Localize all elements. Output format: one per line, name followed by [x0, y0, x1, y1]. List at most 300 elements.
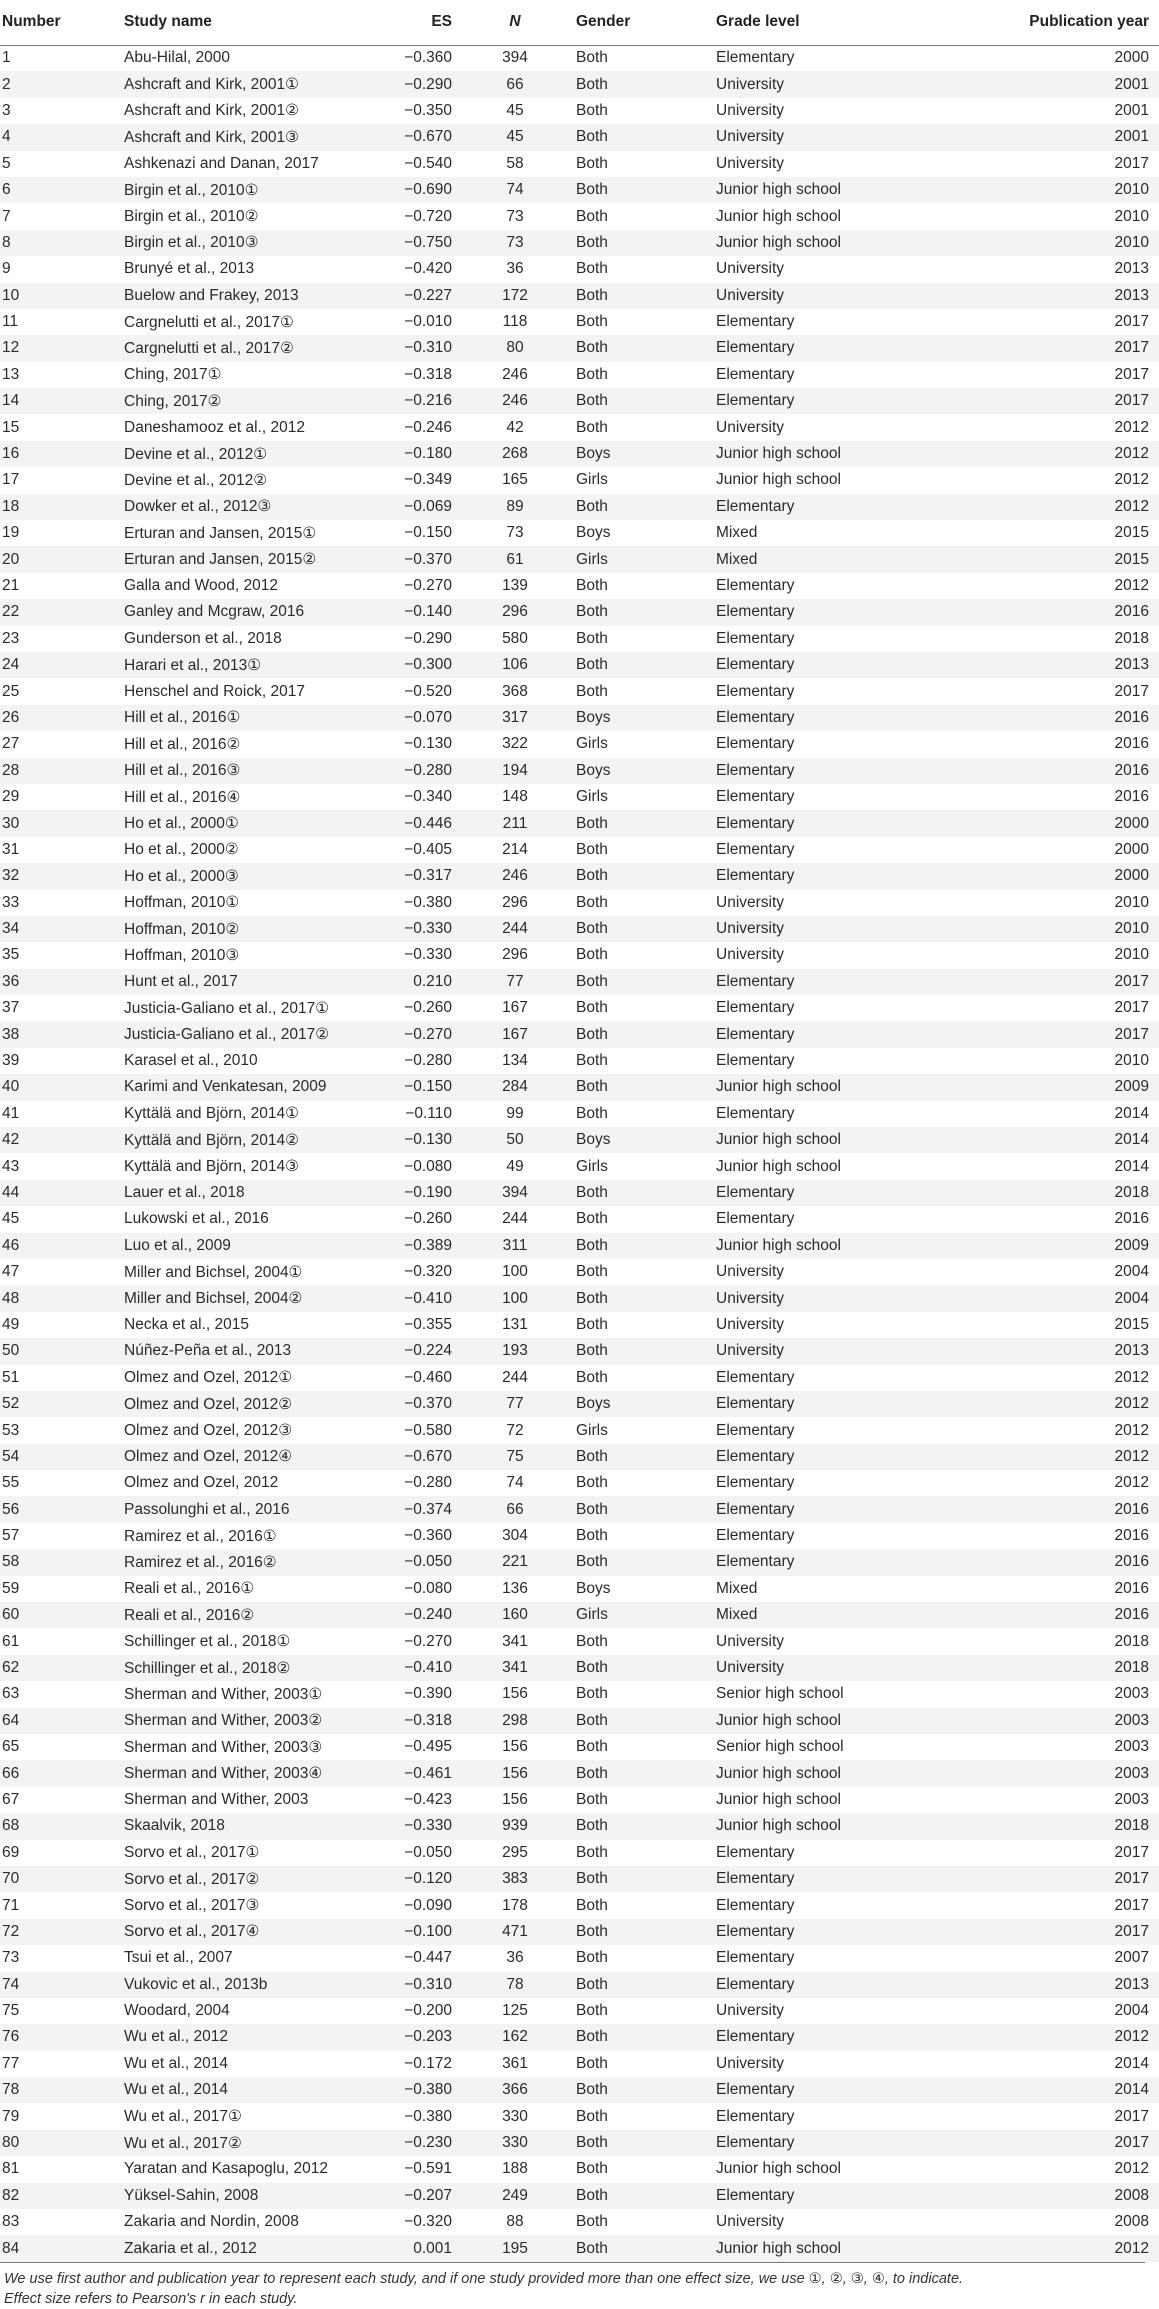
cell-grade-level: Junior high school — [716, 445, 841, 463]
cell-gender: Both — [576, 1289, 608, 1307]
cell-gender: Both — [576, 946, 608, 964]
cell-grade-level: Elementary — [716, 365, 795, 383]
cell-number: 29 — [2, 788, 20, 806]
table-row — [0, 1813, 1159, 1839]
cell-gender: Both — [576, 867, 608, 885]
table-row — [0, 1866, 1159, 1892]
cell-n: 249 — [502, 2186, 528, 2204]
cell-study-name: Zakaria and Nordin, 2008 — [124, 2213, 299, 2231]
cell-grade-level: Elementary — [716, 49, 795, 67]
cell-number: 82 — [2, 2186, 20, 2204]
cell-study-name: Sorvo et al., 2017④ — [124, 1923, 260, 1941]
cell-publication-year: 2018 — [1114, 1632, 1149, 1650]
cell-gender: Both — [576, 2107, 608, 2125]
cell-es: −0.130 — [404, 1131, 452, 1149]
table-row — [0, 1523, 1159, 1549]
cell-study-name: Schillinger et al., 2018① — [124, 1633, 291, 1651]
cell-grade-level: Junior high school — [716, 207, 841, 225]
cell-gender: Both — [576, 656, 608, 674]
table-row — [0, 626, 1159, 652]
cell-number: 34 — [2, 920, 20, 938]
cell-grade-level: Elementary — [716, 392, 795, 410]
table-row — [0, 546, 1159, 572]
cell-publication-year: 2016 — [1114, 1210, 1149, 1228]
cell-grade-level: Elementary — [716, 1368, 795, 1386]
cell-gender: Both — [576, 2213, 608, 2231]
table-row — [0, 1312, 1159, 1338]
cell-publication-year: 2003 — [1114, 1764, 1149, 1782]
cell-grade-level: Elementary — [716, 1025, 795, 1043]
cell-gender: Both — [576, 2081, 608, 2099]
cell-es: −0.230 — [404, 2134, 452, 2152]
cell-n: 160 — [502, 1606, 528, 1624]
table-row — [0, 2051, 1159, 2077]
cell-grade-level: Senior high school — [716, 1685, 844, 1703]
cell-number: 55 — [2, 1474, 20, 1492]
cell-gender: Both — [576, 2239, 608, 2257]
cell-study-name: Sherman and Wither, 2003③ — [124, 1738, 323, 1756]
cell-gender: Both — [576, 339, 608, 357]
cell-gender: Both — [576, 2186, 608, 2204]
cell-n: 194 — [502, 761, 528, 779]
cell-grade-level: Junior high school — [716, 1817, 841, 1835]
table-row — [0, 1972, 1159, 1998]
cell-study-name: Galla and Wood, 2012 — [124, 577, 278, 594]
cell-n: 131 — [502, 1315, 528, 1333]
cell-publication-year: 2012 — [1114, 418, 1149, 436]
cell-publication-year: 2016 — [1114, 603, 1149, 621]
cell-n: 172 — [502, 286, 528, 304]
cell-publication-year: 2017 — [1114, 392, 1149, 410]
cell-publication-year: 2012 — [1114, 1474, 1149, 1492]
cell-grade-level: Elementary — [716, 629, 795, 647]
cell-es: −0.203 — [404, 2028, 452, 2046]
cell-number: 48 — [2, 1289, 20, 1307]
cell-gender: Both — [576, 840, 608, 858]
cell-number: 68 — [2, 1817, 20, 1835]
table-row — [0, 1127, 1159, 1153]
cell-grade-level: University — [716, 946, 785, 964]
cell-grade-level: University — [716, 286, 785, 304]
cell-n: 167 — [502, 999, 528, 1017]
cell-gender: Boys — [576, 761, 611, 779]
cell-number: 51 — [2, 1368, 20, 1386]
cell-publication-year: 2012 — [1114, 471, 1149, 489]
table-row — [0, 1470, 1159, 1496]
cell-es: −0.280 — [404, 1052, 452, 1070]
table-row — [0, 784, 1159, 810]
table-row — [0, 494, 1159, 520]
cell-n: 471 — [502, 1922, 528, 1940]
cell-es: −0.320 — [404, 1263, 452, 1281]
cell-gender: Both — [576, 1474, 608, 1492]
table-row — [0, 1787, 1159, 1813]
cell-study-name: Hill et al., 2016④ — [124, 788, 241, 806]
cell-study-name: Erturan and Jansen, 2015① — [124, 524, 317, 542]
cell-number: 33 — [2, 893, 20, 911]
cell-publication-year: 2017 — [1114, 682, 1149, 700]
cell-publication-year: 2013 — [1114, 1975, 1149, 1993]
cell-number: 61 — [2, 1632, 20, 1650]
cell-n: 330 — [502, 2107, 528, 2125]
table-row — [0, 1734, 1159, 1760]
cell-grade-level: University — [716, 1659, 785, 1677]
cell-publication-year: 2018 — [1114, 1817, 1149, 1835]
cell-grade-level: Junior high school — [716, 233, 841, 251]
table-row — [0, 414, 1159, 440]
cell-n: 134 — [502, 1052, 528, 1070]
cell-grade-level: Junior high school — [716, 1131, 841, 1149]
cell-publication-year: 2012 — [1114, 577, 1149, 594]
cell-es: −0.070 — [404, 708, 452, 726]
cell-number: 59 — [2, 1579, 20, 1597]
cell-number: 20 — [2, 550, 20, 568]
cell-es: −0.380 — [404, 893, 452, 911]
cell-gender: Both — [576, 2160, 608, 2178]
cell-es: −0.330 — [404, 946, 452, 964]
cell-number: 5 — [2, 154, 11, 172]
cell-grade-level: Junior high school — [716, 1236, 841, 1254]
cell-gender: Girls — [576, 550, 608, 568]
cell-gender: Both — [576, 418, 608, 436]
cell-publication-year: 2016 — [1114, 1553, 1149, 1571]
cell-es: −0.670 — [404, 1447, 452, 1465]
cell-n: 304 — [502, 1527, 528, 1545]
cell-n: 72 — [506, 1421, 524, 1439]
table-row — [0, 995, 1159, 1021]
cell-es: −0.330 — [404, 920, 452, 938]
cell-publication-year: 2014 — [1114, 1157, 1149, 1175]
cell-gender: Both — [576, 2002, 608, 2020]
cell-publication-year: 2007 — [1114, 1949, 1149, 1967]
cell-study-name: Hoffman, 2010③ — [124, 946, 240, 964]
cell-gender: Both — [576, 75, 608, 93]
cell-n: 246 — [502, 867, 528, 885]
cell-gender: Both — [576, 128, 608, 146]
cell-number: 30 — [2, 814, 20, 832]
cell-es: −0.270 — [404, 1632, 452, 1650]
cell-study-name: Olmez and Ozel, 2012④ — [124, 1448, 293, 1466]
cell-grade-level: University — [716, 1289, 785, 1307]
cell-publication-year: 2013 — [1114, 656, 1149, 674]
cell-study-name: Zakaria et al., 2012 — [124, 2239, 257, 2257]
cell-gender: Both — [576, 1210, 608, 1228]
cell-grade-level: Elementary — [716, 313, 795, 331]
cell-grade-level: Elementary — [716, 2028, 795, 2046]
table-row — [0, 810, 1159, 836]
cell-grade-level: Elementary — [716, 1870, 795, 1888]
cell-gender: Girls — [576, 471, 608, 489]
cell-gender: Both — [576, 207, 608, 225]
cell-publication-year: 2003 — [1114, 1738, 1149, 1756]
cell-n: 156 — [502, 1764, 528, 1782]
cell-number: 44 — [2, 1183, 20, 1201]
cell-gender: Boys — [576, 1131, 611, 1149]
table-row — [0, 599, 1159, 625]
cell-study-name: Skaalvik, 2018 — [124, 1817, 225, 1835]
table-row — [0, 863, 1159, 889]
cell-n: 36 — [506, 1949, 524, 1967]
cell-publication-year: 2017 — [1114, 154, 1149, 172]
table-row — [0, 2103, 1159, 2129]
cell-n: 295 — [502, 1843, 528, 1861]
cell-study-name: Hoffman, 2010① — [124, 894, 240, 912]
cell-es: −0.010 — [404, 313, 452, 331]
cell-gender: Both — [576, 181, 608, 199]
cell-es: −0.207 — [404, 2186, 452, 2204]
cell-n: 78 — [506, 1975, 524, 1993]
cell-es: −0.050 — [404, 1553, 452, 1571]
cell-study-name: Karasel et al., 2010 — [124, 1052, 258, 1070]
cell-study-name: Sherman and Wither, 2003② — [124, 1712, 323, 1730]
cell-number: 32 — [2, 867, 20, 885]
cell-grade-level: Mixed — [716, 524, 758, 542]
cell-publication-year: 2017 — [1114, 2107, 1149, 2125]
cell-n: 50 — [506, 1131, 524, 1149]
cell-es: −0.260 — [404, 999, 452, 1017]
cell-gender: Girls — [576, 1157, 608, 1175]
cell-gender: Both — [576, 1183, 608, 1201]
cell-n: 296 — [502, 603, 528, 621]
cell-n: 74 — [506, 181, 524, 199]
cell-number: 41 — [2, 1104, 20, 1122]
table-row — [0, 652, 1159, 678]
cell-n: 244 — [502, 1210, 528, 1228]
table-row — [0, 1180, 1159, 1206]
table-row — [0, 124, 1159, 150]
cell-gender: Both — [576, 972, 608, 990]
cell-grade-level: Elementary — [716, 1553, 795, 1571]
cell-grade-level: University — [716, 154, 785, 172]
cell-number: 40 — [2, 1078, 20, 1096]
cell-study-name: Ashcraft and Kirk, 2001② — [124, 102, 300, 120]
cell-number: 62 — [2, 1659, 20, 1677]
cell-es: −0.320 — [404, 2213, 452, 2231]
cell-grade-level: University — [716, 920, 785, 938]
cell-study-name: Cargnelutti et al., 2017② — [124, 339, 294, 357]
cell-gender: Both — [576, 1315, 608, 1333]
cell-gender: Both — [576, 286, 608, 304]
cell-gender: Both — [576, 893, 608, 911]
cell-n: 317 — [502, 708, 528, 726]
cell-publication-year: 2012 — [1114, 1447, 1149, 1465]
cell-number: 22 — [2, 603, 20, 621]
cell-publication-year: 2014 — [1114, 1131, 1149, 1149]
cell-gender: Both — [576, 1870, 608, 1888]
cell-number: 60 — [2, 1606, 20, 1624]
cell-number: 47 — [2, 1263, 20, 1281]
cell-grade-level: Elementary — [716, 2134, 795, 2152]
cell-publication-year: 2017 — [1114, 365, 1149, 383]
cell-n: 167 — [502, 1025, 528, 1043]
table-row — [0, 1021, 1159, 1047]
cell-study-name: Lukowski et al., 2016 — [124, 1210, 269, 1228]
cell-n: 244 — [502, 920, 528, 938]
cell-study-name: Sherman and Wither, 2003 — [124, 1790, 309, 1808]
cell-study-name: Sorvo et al., 2017① — [124, 1844, 260, 1862]
header-n: N — [454, 0, 576, 45]
cell-number: 9 — [2, 260, 11, 278]
cell-publication-year: 2000 — [1114, 840, 1149, 858]
cell-gender: Boys — [576, 1395, 611, 1413]
cell-study-name: Ching, 2017① — [124, 366, 222, 384]
cell-grade-level: Elementary — [716, 1500, 795, 1518]
cell-gender: Girls — [576, 735, 608, 753]
cell-study-name: Olmez and Ozel, 2012② — [124, 1395, 293, 1413]
table-row — [0, 45, 1159, 71]
table-row — [0, 1074, 1159, 1100]
table-row — [0, 1892, 1159, 1918]
cell-study-name: Sorvo et al., 2017② — [124, 1870, 260, 1888]
table-row — [0, 2024, 1159, 2050]
cell-es: −0.495 — [404, 1738, 452, 1756]
cell-n: 383 — [502, 1870, 528, 1888]
cell-number: 56 — [2, 1500, 20, 1518]
header-es: ES — [324, 0, 454, 45]
cell-n: 221 — [502, 1553, 528, 1571]
cell-n: 580 — [502, 629, 528, 647]
cell-es: −0.591 — [404, 2160, 452, 2178]
cell-es: −0.090 — [404, 1896, 452, 1914]
cell-grade-level: Junior high school — [716, 181, 841, 199]
cell-publication-year: 2016 — [1114, 788, 1149, 806]
cell-es: −0.280 — [404, 761, 452, 779]
table-row — [0, 1602, 1159, 1628]
cell-gender: Both — [576, 1078, 608, 1096]
cell-publication-year: 2016 — [1114, 1500, 1149, 1518]
table-row — [0, 1655, 1159, 1681]
table-row — [0, 1259, 1159, 1285]
cell-gender: Both — [576, 1764, 608, 1782]
table-row — [0, 758, 1159, 784]
cell-number: 65 — [2, 1738, 20, 1756]
cell-grade-level: University — [716, 418, 785, 436]
cell-number: 66 — [2, 1764, 20, 1782]
cell-grade-level: Elementary — [716, 577, 795, 594]
cell-es: −0.270 — [404, 577, 452, 594]
cell-grade-level: University — [716, 1315, 785, 1333]
cell-publication-year: 2010 — [1114, 920, 1149, 938]
table-row — [0, 1549, 1159, 1575]
cell-n: 139 — [502, 577, 528, 594]
cell-grade-level: University — [716, 1342, 785, 1360]
table-row — [0, 1919, 1159, 1945]
table-row — [0, 916, 1159, 942]
cell-es: −0.224 — [404, 1342, 452, 1360]
cell-number: 19 — [2, 524, 20, 542]
cell-publication-year: 2016 — [1114, 761, 1149, 779]
cell-grade-level: Elementary — [716, 972, 795, 990]
cell-es: −0.330 — [404, 1817, 452, 1835]
cell-grade-level: Mixed — [716, 1606, 758, 1624]
table-row — [0, 890, 1159, 916]
header-publication-year: Publication year — [916, 0, 1159, 45]
table-row — [0, 837, 1159, 863]
cell-n: 100 — [502, 1289, 528, 1307]
cell-gender: Both — [576, 497, 608, 515]
cell-number: 72 — [2, 1922, 20, 1940]
cell-es: −0.200 — [404, 2002, 452, 2020]
table-row — [0, 1417, 1159, 1443]
cell-study-name: Sorvo et al., 2017③ — [124, 1897, 260, 1915]
cell-n: 106 — [502, 656, 528, 674]
cell-grade-level: University — [716, 2213, 785, 2231]
cell-study-name: Harari et al., 2013① — [124, 656, 262, 674]
cell-n: 193 — [502, 1342, 528, 1360]
cell-publication-year: 2010 — [1114, 181, 1149, 199]
cell-grade-level: Elementary — [716, 656, 795, 674]
cell-n: 244 — [502, 1368, 528, 1386]
cell-es: −0.423 — [404, 1790, 452, 1808]
cell-grade-level: Junior high school — [716, 1764, 841, 1782]
cell-study-name: Daneshamooz et al., 2012 — [124, 418, 305, 436]
cell-es: −0.410 — [404, 1289, 452, 1307]
cell-n: 162 — [502, 2028, 528, 2046]
table-row — [0, 1945, 1159, 1971]
cell-publication-year: 2017 — [1114, 339, 1149, 357]
cell-number: 23 — [2, 629, 20, 647]
cell-publication-year: 2010 — [1114, 233, 1149, 251]
cell-study-name: Woodard, 2004 — [124, 2002, 230, 2020]
cell-gender: Both — [576, 577, 608, 594]
cell-number: 57 — [2, 1527, 20, 1545]
cell-study-name: Tsui et al., 2007 — [124, 1949, 233, 1967]
cell-gender: Both — [576, 392, 608, 410]
cell-number: 79 — [2, 2107, 20, 2125]
cell-es: −0.690 — [404, 181, 452, 199]
cell-es: −0.069 — [404, 497, 452, 515]
table-row — [0, 362, 1159, 388]
cell-number: 26 — [2, 708, 20, 726]
cell-n: 939 — [502, 1817, 528, 1835]
cell-study-name: Ganley and Mcgraw, 2016 — [124, 603, 305, 621]
cell-number: 16 — [2, 445, 20, 463]
cell-publication-year: 2012 — [1114, 2028, 1149, 2046]
cell-gender: Both — [576, 629, 608, 647]
cell-number: 39 — [2, 1052, 20, 1070]
cell-es: −0.360 — [404, 49, 452, 67]
cell-study-name: Erturan and Jansen, 2015② — [124, 551, 317, 569]
cell-grade-level: Elementary — [716, 1421, 795, 1439]
cell-grade-level: University — [716, 101, 785, 119]
cell-publication-year: 2009 — [1114, 1078, 1149, 1096]
cell-grade-level: University — [716, 2002, 785, 2020]
cell-n: 58 — [506, 154, 524, 172]
cell-gender: Both — [576, 1790, 608, 1808]
cell-number: 24 — [2, 656, 20, 674]
table-row — [0, 335, 1159, 361]
cell-es: −0.172 — [404, 2054, 452, 2072]
cell-study-name: Reali et al., 2016② — [124, 1606, 255, 1624]
table-row — [0, 177, 1159, 203]
cell-publication-year: 2001 — [1114, 101, 1149, 119]
cell-gender: Both — [576, 154, 608, 172]
table-row — [0, 2077, 1159, 2103]
cell-grade-level: Elementary — [716, 1052, 795, 1070]
cell-number: 49 — [2, 1315, 20, 1333]
cell-number: 67 — [2, 1790, 20, 1808]
cell-number: 58 — [2, 1553, 20, 1571]
cell-publication-year: 2013 — [1114, 286, 1149, 304]
cell-study-name: Ramirez et al., 2016① — [124, 1527, 277, 1545]
cell-publication-year: 2012 — [1114, 497, 1149, 515]
cell-grade-level: Junior high school — [716, 1790, 841, 1808]
cell-number: 83 — [2, 2213, 20, 2231]
cell-publication-year: 2016 — [1114, 708, 1149, 726]
cell-n: 311 — [502, 1236, 528, 1254]
cell-n: 100 — [502, 1263, 528, 1281]
table-row — [0, 98, 1159, 124]
